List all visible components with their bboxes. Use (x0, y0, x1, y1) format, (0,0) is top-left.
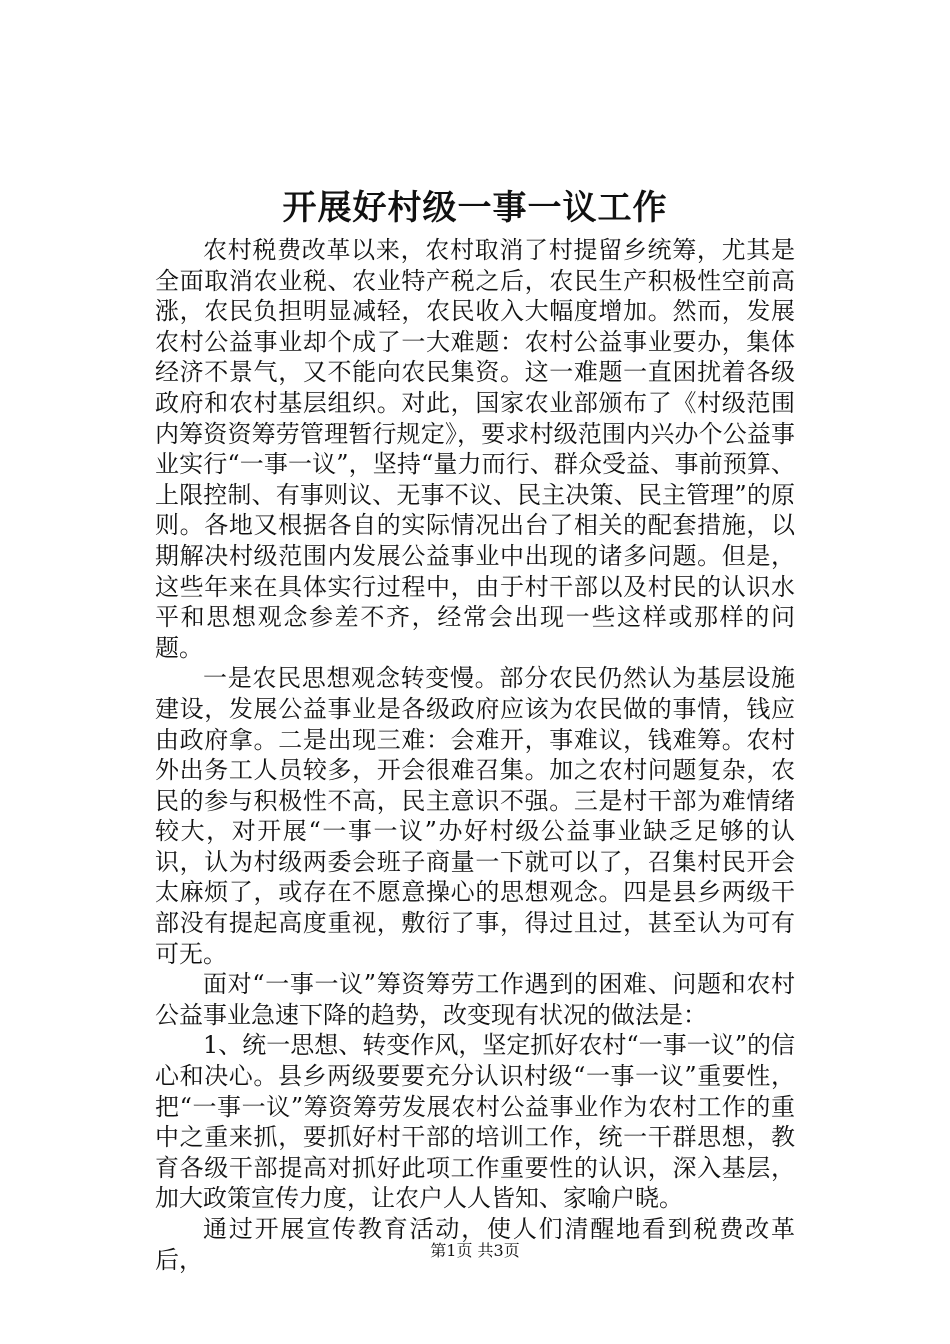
page-footer: 第1页 共3页 (430, 1241, 520, 1260)
paragraph: 1、统一思想、转变作风，坚定抓好农村“一事一议”的信心和决心。县乡两级要要充分认识村级“一事一议”重要性，把“一事一议”筹资筹劳发展农村公益事业作为农村工作的重中之重来抓，要抓好村干部的培训工作，统一干群思想，教育各级干部提高对抓好此项工作重要性的认识，深入基层，加大政策宣传力度，让农户人人皆知、家喻户晓。 (155, 1031, 795, 1213)
paragraph: 通过开展宣传教育活动，使人们清醒地看到税费改革后， (155, 1215, 795, 1274)
paragraph: 农村税费改革以来，农村取消了村提留乡统筹，尤其是全面取消农业税、农业特产税之后，农民生产积极性空前高涨，农民负担明显减轻，农民收入大幅度增加。然而，发展农村公益事业却个成了一大难题：农村公益事业要办，集体经济不景气，又不能向农民集资。这一难题一直困扰着各级政府和农村基层组织。对此，国家农业部颁布了《村级范围内筹资资筹劳管理暂行规定》，要求村级范围内兴办个公益事业实行“一事一议”，坚持“量力而行、群众受益、事前预算、上限控制、有事则议、无事不议、民主决策、民主管理”的原则。各地又根据各自的实际情况出台了相关的配套措施，以期解决村级范围内发展公益事业中出现的诸多问题。但是，这些年来在具体实行过程中，由于村干部以及村民的认识水平和思想观念参差不齐，经常会出现一些这样或那样的问题。 (155, 236, 795, 662)
document-body (155, 235, 795, 1275)
paragraph: 一是农民思想观念转变慢。部分农民仍然认为基层设施建设，发展公益事业是各级政府应该为农民做的事情，钱应由政府拿。二是出现三难：会难开，事难议，钱难筹。农村外出务工人员较多，开会很难召集。加之农村问题复杂，农民的参与积极性不高，民主意识不强。三是村干部为难情绪较大，对开展“一事一议”办好村级公益事业缺乏足够的认识，认为村级两委会班子商量一下就可以了，召集村民开会太麻烦了，或存在不愿意操心的思想观念。四是县乡两级干部没有提起高度重视，敷衍了事，得过且过，甚至认为可有可无。 (155, 664, 795, 968)
paragraph: 面对“一事一议”筹资筹劳工作遇到的困难、问题和农村公益事业急速下降的趋势，改变现有状况的做法是： (155, 970, 795, 1029)
document-title: 开展好村级一事一议工作 (282, 188, 668, 228)
